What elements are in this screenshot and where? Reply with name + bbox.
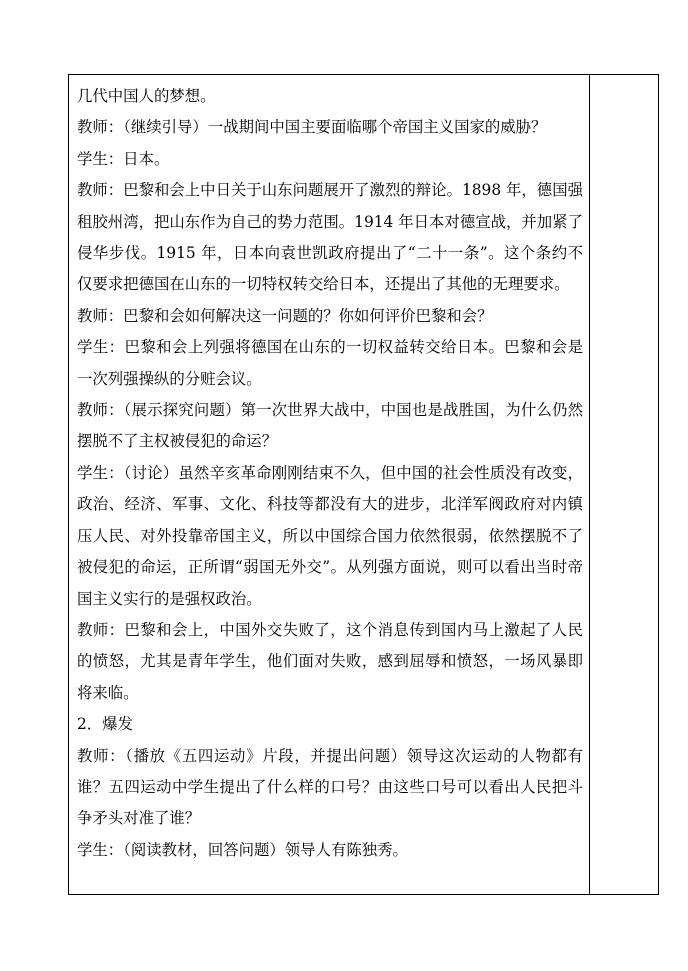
paragraph-dream: 几代中国人的梦想。 — [77, 87, 216, 105]
paragraph-student-reading: 学生：（阅读教材，回答问题）领导人有陈独秀。 — [77, 840, 408, 859]
section-heading-outbreak: 2．爆发 — [77, 715, 133, 734]
lesson-table — [68, 74, 659, 895]
paragraph-teacher-paris-question: 教师：巴黎和会如何解决这一问题的？你如何评价巴黎和会？ — [77, 306, 493, 325]
paragraph-student-discussion: 学生：（讨论）虽然辛亥革命刚刚结束不久，但中国的社会性质没有改变，政治、经济、军事、文化、科技等都没有大的进步，北洋军阀政府对内镇压人民、对外投靠帝国主义，所以中国综合国力依然很弱，依然摆脱不了被侵犯的命运，正所谓“弱国无外交”。从列强方面说，则可以看出当时帝国主义实行的是强权政治。 — [77, 463, 583, 608]
paragraph-teacher-inquiry: 教师：（展示探究问题）第一次世界大战中，中国也是战胜国，为什么仍然摆脱不了主权被侵犯的命运？ — [77, 401, 583, 451]
paragraph-teacher-paris-debate: 教师：巴黎和会上中日关于山东问题展开了激烈的辩论。1898 年，德国强租胶州湾，把山东作为自己的势力范围。1914 年日本对德宣战，并加紧了侵华步伐。1915 年，日本向袁世凯政府提出了“二十一条”。这个条约不仅要求把德国在山东的一切特权转交给日本，还提出了其他的无理要求。 — [77, 181, 583, 294]
paragraph-student-paris-answer: 学生：巴黎和会上列强将德国在山东的一切权益转交给日本。巴黎和会是一次列强操纵的分赃会议。 — [77, 338, 583, 388]
paragraph-student-japan: 学生：日本。 — [77, 149, 170, 168]
lesson-content-cell — [69, 75, 590, 894]
paragraph-teacher-storm: 教师：巴黎和会上，中国外交失败了，这个消息传到国内马上激起了人民的愤怒，尤其是青年学生，他们面对失败，感到屈辱和愤怒，一场风暴即将来临。 — [77, 620, 583, 702]
notes-cell — [590, 75, 658, 894]
paragraph-teacher-threat-question: 教师：（继续引导）一战期间中国主要面临哪个帝国主义国家的威胁？ — [77, 118, 547, 137]
paragraph-teacher-video: 教师：（播放《五四运动》片段，并提出问题）领导这次运动的人物都有谁？五四运动中学生提出了什么样的口号？由这些口号可以看出人民把斗争矛头对准了谁？ — [77, 746, 583, 828]
